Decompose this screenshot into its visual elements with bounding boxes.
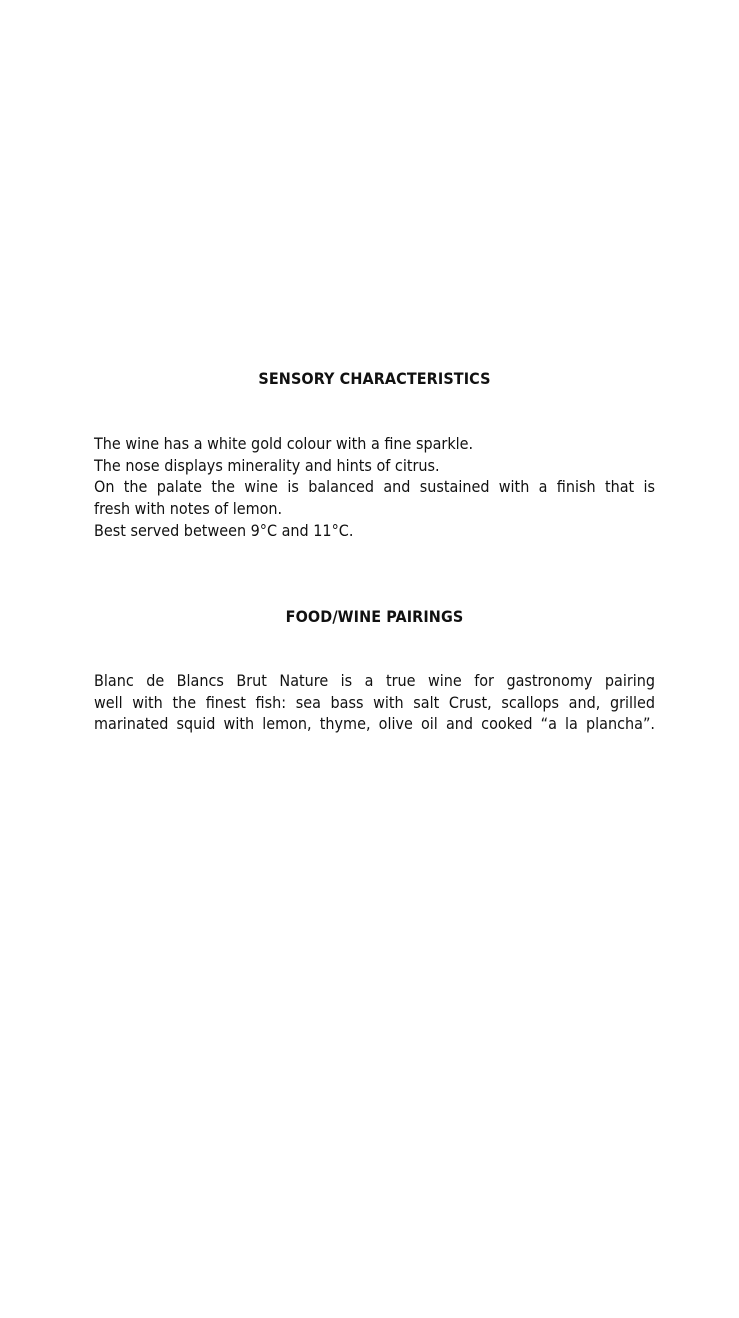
- sensory-line-colour: The wine has a white gold colour with a fine sparkle.: [94, 434, 474, 453]
- sensory-line-nose: The nose displays minerality and hints of citrus.: [94, 455, 440, 475]
- sensory-characteristics-paragraph: [94, 433, 655, 542]
- food-wine-pairings-paragraph: [94, 670, 655, 735]
- pairings-line-2: well with the finest fish: sea bass with salt Crust, scallops and, grilled: [94, 692, 655, 712]
- sensory-characteristics-heading: SENSORY CHARACTERISTICS: [258, 369, 491, 388]
- pairings-line-1: Blanc de Blancs Brut Nature is a true wine for gastronomy pairing: [94, 671, 655, 690]
- food-wine-pairings-heading: FOOD/WINE PAIRINGS: [285, 607, 464, 626]
- sensory-line-serving: Best served between 9°C and 11°C.: [94, 520, 354, 540]
- pairings-line-3: marinated squid with lemon, thyme, olive oil and cooked “a la plancha”.: [94, 714, 655, 734]
- sensory-line-palate: On the palate the wine is balanced and sustained with a finish that is: [94, 477, 655, 497]
- sensory-line-finish: fresh with notes of lemon.: [94, 499, 283, 519]
